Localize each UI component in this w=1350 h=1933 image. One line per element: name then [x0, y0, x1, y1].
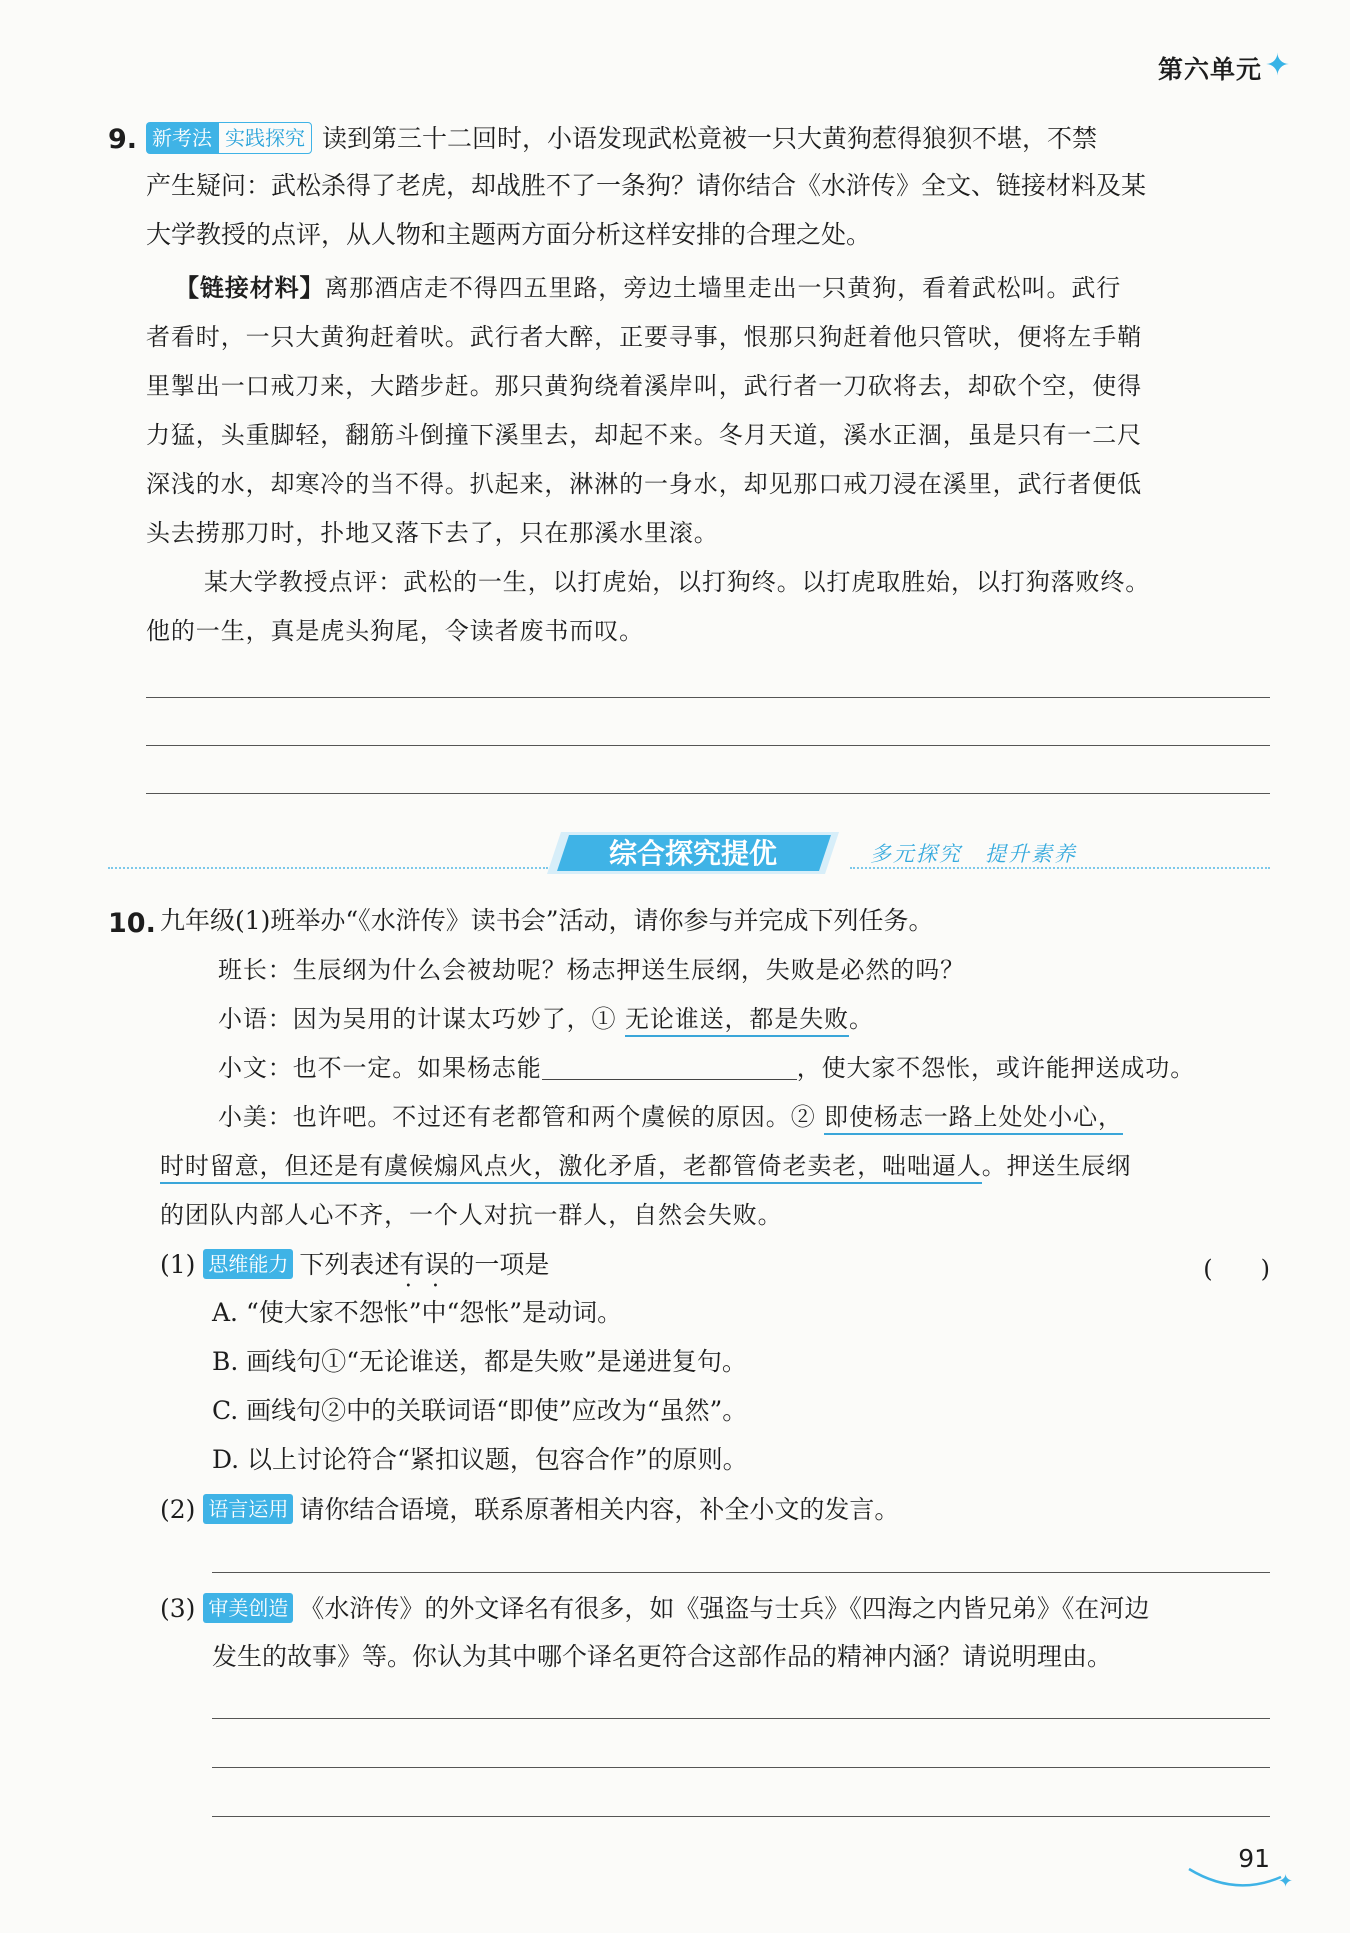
- page-number-arc-icon: [1185, 1863, 1295, 1893]
- aesthetic-skill-tag: 审美创造: [203, 1593, 293, 1623]
- answer-line[interactable]: [146, 697, 1270, 698]
- comment-line-1: 某大学教授点评：武松的一生，以打虎始，以打狗终。以打虎取胜始，以打狗落败终。: [204, 568, 1151, 596]
- answer-line[interactable]: [146, 793, 1270, 794]
- question-9-number: 9.: [108, 124, 138, 155]
- answer-line[interactable]: [146, 745, 1270, 746]
- new-method-tag: 新考法: [146, 122, 218, 154]
- material-line-4: 力猛，头重脚轻，翻筋斗倒撞下溪里去，却起不来。冬月天道，溪水正涸，虽是只有一二尺: [146, 421, 1142, 449]
- dialogue-xiaoyu: 小语：因为吴用的计谋太巧妙了，① 无论谁送，都是失败。: [218, 1004, 874, 1034]
- material-line-5: 深浅的水，却寒冷的当不得。扒起来，淋淋的一身水，却见那口戒刀浸在溪里，武行者便低: [146, 470, 1142, 498]
- answer-line[interactable]: [212, 1816, 1270, 1817]
- material-label: 【链接材料】: [175, 274, 325, 302]
- comment-line-2: 他的一生，真是虎头狗尾，令读者废书而叹。: [146, 617, 644, 645]
- section-divider-left: [108, 867, 548, 869]
- option-a[interactable]: A. “使大家不怨怅”中“怨怅”是动词。: [212, 1298, 623, 1327]
- material-line-2: 者看时，一只大黄狗赶着吠。武行者大醉，正要寻事，恨那只狗赶着他只管吠，便将左手鞘: [146, 323, 1142, 351]
- emphasis-dots: 有误 • •: [399, 1250, 449, 1279]
- material-line-1: 【链接材料】离那酒店走不得四五里路，旁边土墙里走出一只黄狗，看着武松叫。武行: [175, 274, 1122, 302]
- question-10-number: 10.: [108, 908, 156, 939]
- answer-line[interactable]: [212, 1767, 1270, 1768]
- section-subtitle: 多元探究 提升素养: [870, 842, 1077, 866]
- sparkle-icon: ✦: [1264, 48, 1290, 83]
- practice-tag: 实践探究: [218, 122, 312, 154]
- material-line-3: 里掣出一口戒刀来，大踏步赶。那只黄狗绕着溪岸叫，武行者一刀砍将去，却砍个空，使得: [146, 372, 1142, 400]
- underlined-sentence-1: 无论谁送，都是失败: [625, 1005, 849, 1037]
- dialogue-monitor: 班长：生辰纲为什么会被劫呢？杨志押送生辰纲，失败是必然的吗？: [218, 956, 965, 984]
- question-9-line-3: 大学教授的点评，从人物和主题两方面分析这样安排的合理之处。: [146, 220, 872, 249]
- question-10-intro: 九年级(1)班举办“《水浒传》读书会”活动，请你参与并完成下列任务。: [160, 906, 934, 935]
- answer-bracket[interactable]: ( ): [1203, 1255, 1270, 1283]
- option-c[interactable]: C. 画线句②中的关联词语“即使”应改为“虽然”。: [212, 1396, 748, 1425]
- question-9-line-1: [146, 122, 1097, 154]
- question-9-line-2: 产生疑问：武松杀得了老虎，却战胜不了一条狗？请你结合《水浒传》全文、链接材料及某: [146, 171, 1147, 200]
- svg-text:✦: ✦: [1278, 1871, 1294, 1892]
- option-b[interactable]: B. 画线句①“无论谁送，都是失败”是递进复句。: [212, 1347, 747, 1376]
- language-skill-tag: 语言运用: [203, 1494, 293, 1524]
- dialogue-xiaomei-2: 时时留意，但还是有虞候煽风点火，激化矛盾，老都管倚老卖老，咄咄逼人。押送生辰纲: [160, 1151, 1131, 1181]
- unit-title: 第六单元: [1157, 55, 1262, 84]
- section-title: 综合探究提优: [608, 837, 778, 870]
- answer-line[interactable]: [212, 1572, 1270, 1573]
- underlined-sentence-2b: 时时留意，但还是有虞候煽风点火，激化矛盾，老都管倚老卖老，咄咄逼人: [160, 1152, 982, 1184]
- section-banner: [547, 830, 839, 876]
- dialogue-xiaomei-3: 的团队内部人心不齐，一个人对抗一群人，自然会失败。: [160, 1201, 783, 1229]
- material-line-6: 头去捞那刀时，扑地又落下去了，只在那溪水里滚。: [146, 519, 719, 547]
- thinking-skill-tag: 思维能力: [203, 1249, 293, 1279]
- subquestion-3-line-1: (3) 审美创造 《水浒传》的外文译名有很多，如《强盗与士兵》《四海之内皆兄弟》《在河边: [160, 1594, 1150, 1623]
- page-number: 91: [1238, 1844, 1270, 1873]
- dialogue-xiaomei-1: 小美：也许吧。不过还有老都管和两个虞候的原因。② 即使杨志一路上处处小心，: [218, 1102, 1123, 1132]
- underlined-sentence-2a: 即使杨志一路上处处小心，: [824, 1103, 1123, 1135]
- question-9-text-1: 读到第三十二回时，小语发现武松竟被一只大黄狗惹得狼狈不堪，不禁: [322, 124, 1098, 153]
- dialogue-xiaowen: 小文：也不一定。如果杨志能 ，使大家不怨怅，或许能押送成功。: [218, 1054, 1196, 1082]
- section-divider-right: [850, 867, 1270, 869]
- answer-line[interactable]: [212, 1718, 1270, 1719]
- subquestion-2: (2) 语言运用 请你结合语境，联系原著相关内容，补全小文的发言。: [160, 1495, 900, 1524]
- option-d[interactable]: D. 以上讨论符合“紧扣议题，包容合作”的原则。: [212, 1445, 748, 1474]
- subquestion-1: (1) 思维能力 下列表述有误 • •的一项是: [160, 1249, 549, 1280]
- subquestion-3-line-2: 发生的故事》等。你认为其中哪个译名更符合这部作品的精神内涵？请说明理由。: [212, 1642, 1113, 1671]
- fill-in-blank[interactable]: [542, 1055, 797, 1080]
